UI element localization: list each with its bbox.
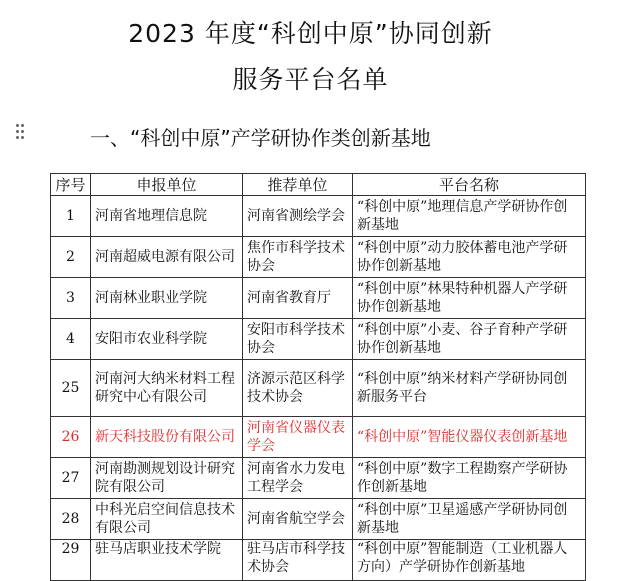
cell-no: 26 [51,417,91,458]
cell-no: 4 [51,319,91,360]
cell-platform: “科创中原”纳米材料产学研协同创新服务平台 [353,360,586,417]
header-no: 序号 [51,174,91,196]
header-applicant: 申报单位 [91,174,243,196]
drag-handle-icon[interactable] [16,124,24,140]
cell-platform: “科创中原”卫星遥感产学研协同创新基地 [353,499,586,540]
cell-platform: “科创中原”林果特种机器人产学研协作创新基地 [353,278,586,319]
cell-platform: “科创中原”智能仪器仪表创新基地 [353,417,586,458]
cell-no: 1 [51,196,91,237]
cell-platform: “科创中原”动力胶体蓄电池产学研协作创新基地 [353,237,586,278]
cell-applicant: 河南河大纳米材料工程研究中心有限公司 [91,360,243,417]
cell-applicant: 安阳市农业科学院 [91,319,243,360]
cell-recommender: 河南省仪器仪表学会 [243,417,353,458]
table-row [51,237,586,278]
cell-applicant: 新天科技股份有限公司 [91,417,243,458]
platform-list-table [50,173,586,581]
cell-recommender: 河南省测绘学会 [243,196,353,237]
cell-no: 25 [51,360,91,417]
table-row [51,319,586,360]
cell-platform: “科创中原”智能制造（工业机器人方向）产学研协作创新基地 [353,540,586,581]
table-row [51,540,586,581]
cell-recommender: 济源示范区科学技术协会 [243,360,353,417]
cell-applicant: 驻马店职业技术学院 [91,540,243,581]
table-row [51,499,586,540]
cell-applicant: 中科光启空间信息技术有限公司 [91,499,243,540]
cell-applicant: 河南省地理信息院 [91,196,243,237]
table-row [51,278,586,319]
cell-no: 2 [51,237,91,278]
header-platform: 平台名称 [353,174,586,196]
cell-recommender: 河南省水力发电工程学会 [243,458,353,499]
cell-applicant: 河南超威电源有限公司 [91,237,243,278]
cell-recommender: 驻马店市科学技术协会 [243,540,353,581]
table-header-row [51,174,586,196]
cell-applicant: 河南林业职业学院 [91,278,243,319]
cell-recommender: 焦作市科学技术协会 [243,237,353,278]
table-row [51,196,586,237]
cell-platform: “科创中原”小麦、谷子育种产学研协作创新基地 [353,319,586,360]
cell-applicant: 河南勘测规划设计研究院有限公司 [91,458,243,499]
cell-no: 28 [51,499,91,540]
table-row [51,458,586,499]
cell-no: 29 [51,540,91,581]
table-row-highlighted [51,417,586,458]
header-recommender: 推荐单位 [243,174,353,196]
cell-platform: “科创中原”数字工程勘察产学研协作创新基地 [353,458,586,499]
cell-platform: “科创中原”地理信息产学研协作创新基地 [353,196,586,237]
cell-no: 27 [51,458,91,499]
cell-recommender: 河南省教育厅 [243,278,353,319]
cell-recommender: 安阳市科学技术协会 [243,319,353,360]
cell-recommender: 河南省航空学会 [243,499,353,540]
document-title-line-1: 2023 年度“科创中原”协同创新 [128,19,493,48]
cell-no: 3 [51,278,91,319]
table-row [51,360,586,417]
section-heading: 一、“科创中原”产学研协作类创新基地 [90,126,431,150]
document-title-line-2: 服务平台名单 [232,65,389,94]
